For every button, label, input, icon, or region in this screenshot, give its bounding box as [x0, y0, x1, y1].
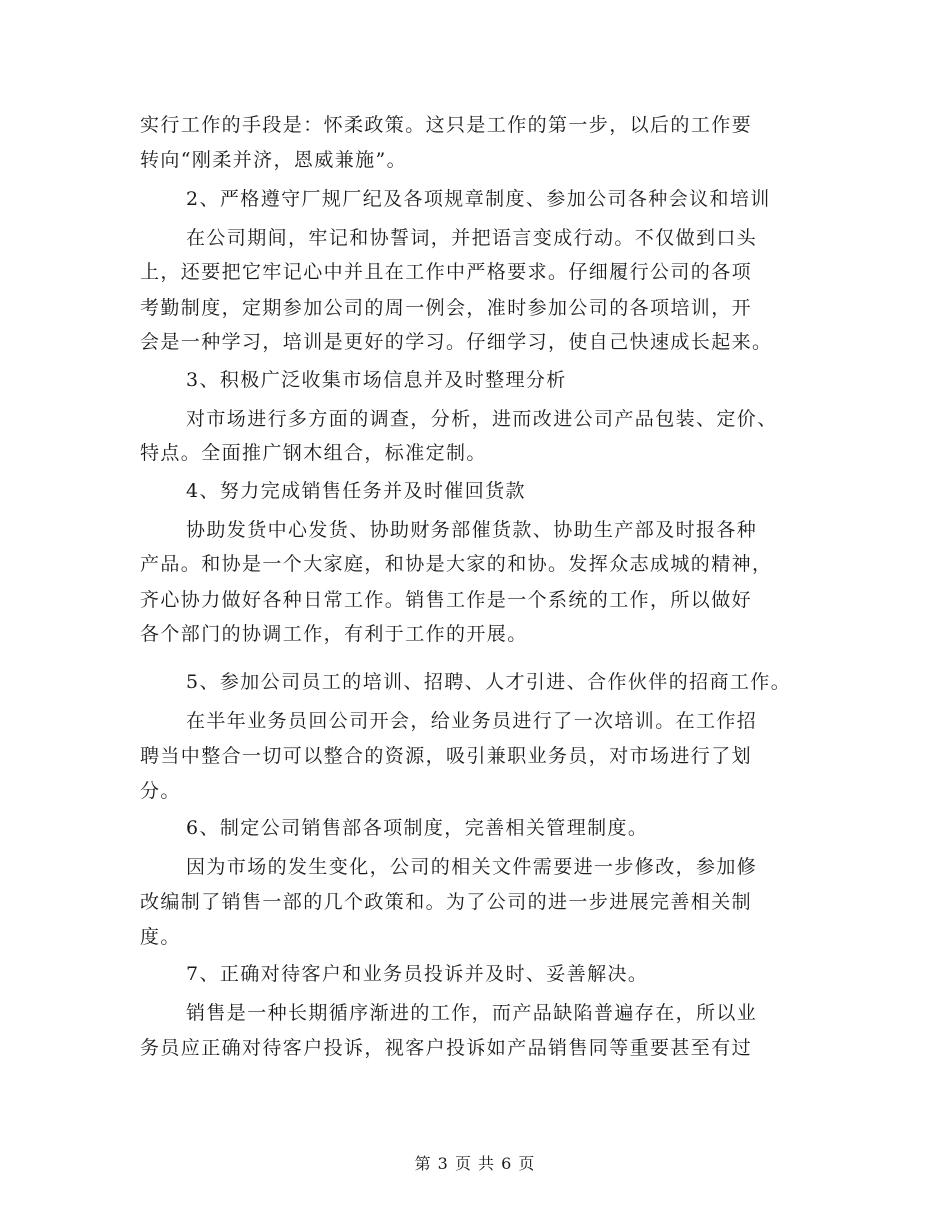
page-number-footer: 第 3 页 共 6 页	[414, 1154, 536, 1173]
paragraph-line: 上，还要把它牢记心中并且在工作中严格要求。仔细履行公司的各项	[140, 261, 753, 283]
paragraph-line: 务员应正确对待客户投诉，视客户投诉如产品销售同等重要甚至有过	[140, 1037, 753, 1059]
paragraph-line: 产品。和协是一个大家庭，和协是大家的和协。发挥众志成城的精神，	[140, 553, 773, 575]
section-heading-4: 4、努力完成销售任务并及时催回货款	[186, 480, 526, 502]
paragraph-line: 在半年业务员回公司开会，给业务员进行了一次培训。在工作招	[186, 710, 758, 732]
section-heading-2: 2、严格遵守厂规厂纪及各项规章制度、参加公司各种会议和培训	[186, 188, 771, 210]
paragraph-line: 实行工作的手段是：怀柔政策。这只是工作的第一步，以后的工作要	[140, 114, 753, 136]
paragraph-line: 改编制了销售一部的几个政策和。为了公司的进一步进展完善相关制	[140, 891, 753, 913]
section-heading-5: 5、参加公司员工的培训、招聘、人才引进、合作伙伴的招商工作。	[186, 671, 792, 693]
paragraph-line: 聘当中整合一切可以整合的资源，吸引兼职业务员，对市场进行了划	[140, 745, 753, 767]
paragraph-line: 销售是一种长期循序渐进的工作，而产品缺陷普遍存在，所以业	[186, 1002, 758, 1024]
paragraph-line: 对市场进行多方面的调查，分析，进而改进公司产品包装、定价、	[186, 408, 778, 430]
paragraph-line: 特点。全面推广钢木组合，标准定制。	[140, 442, 487, 464]
paragraph-line: 齐心协力做好各种日常工作。销售工作是一个系统的工作，所以做好	[140, 589, 753, 611]
paragraph-line: 协助发货中心发货、协助财务部催货款、协助生产部及时报各种	[186, 519, 758, 541]
paragraph-line: 考勤制度，定期参加公司的周一例会，准时参加公司的各项培训，开	[140, 297, 753, 319]
paragraph-line: 各个部门的协调工作，有利于工作的开展。	[140, 623, 528, 645]
paragraph-line: 转向“刚柔并济，恩威兼施”。	[140, 149, 408, 171]
section-heading-7: 7、正确对待客户和业务员投诉并及时、妥善解决。	[186, 963, 649, 985]
paragraph-line: 会是一种学习，培训是更好的学习。仔细学习，使自己快速成长起来。	[140, 331, 773, 353]
paragraph-line: 因为市场的发生变化，公司的相关文件需要进一步修改，参加修	[186, 856, 758, 878]
paragraph-line: 分。	[140, 780, 181, 802]
section-heading-6: 6、制定公司销售部各项制度，完善相关管理制度。	[186, 817, 649, 839]
paragraph-line: 度。	[140, 926, 181, 948]
paragraph-line: 在公司期间，牢记和协誓词，并把语言变成行动。不仅做到口头	[186, 227, 758, 249]
section-heading-3: 3、积极广泛收集市场信息并及时整理分析	[186, 369, 567, 391]
